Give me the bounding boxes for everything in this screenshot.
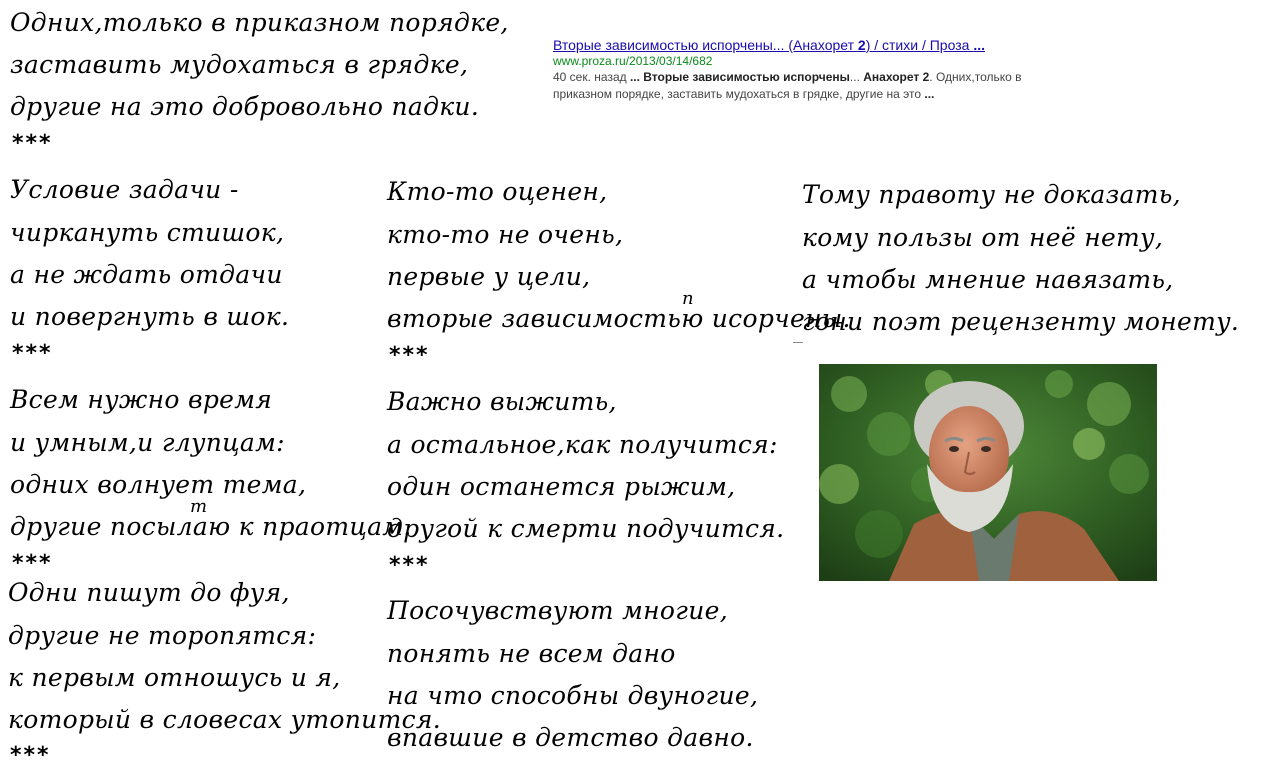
poem-line: гони поэт рецензенту монету.	[802, 307, 1240, 336]
snippet-bold-3: ...	[924, 87, 935, 101]
snippet-bold-1: ... Вторые зависимостью испорчены	[629, 70, 850, 84]
poem-line: Посочувствуют многие,	[387, 596, 728, 625]
poem-line: чиркануть стишок,	[10, 218, 285, 247]
poem-line: а не ждать отдачи	[10, 260, 283, 289]
poem-line: и умным,и глупцам:	[10, 428, 285, 457]
poem-line: а чтобы мнение навязать,	[802, 265, 1174, 294]
poem-line: другие посылаю к праотцам.	[10, 512, 412, 541]
poem-line: Одних,только в приказном порядке,	[10, 8, 509, 37]
poem-line: кому пользы от неё нету,	[802, 223, 1164, 252]
handwritten-correction: п	[682, 288, 694, 309]
portrait-illustration	[819, 364, 1157, 581]
poem-line: заставить мудохаться в грядке,	[10, 50, 469, 79]
separator-stars: ***	[10, 743, 51, 768]
search-result	[553, 36, 1083, 103]
separator-stars: ***	[389, 343, 430, 368]
poem-line: одних волнует тема,	[10, 470, 307, 499]
divider	[793, 342, 803, 343]
separator-stars: ***	[389, 553, 430, 578]
poem-line: а остальное,как получится:	[387, 430, 778, 459]
result-title-bold: 2	[857, 37, 866, 53]
handwritten-correction: т	[190, 496, 208, 517]
separator-stars: ***	[12, 341, 53, 366]
poem-line: впавшие в детство давно.	[387, 723, 754, 752]
poem-line: Важно выжить,	[387, 387, 617, 416]
poem-line: и повергнуть в шок.	[10, 302, 290, 331]
poem-line: Условие задачи -	[10, 175, 239, 204]
poem-line: один останется рыжим,	[387, 472, 736, 501]
poem-line: который в словесах утопится.	[8, 705, 441, 734]
author-photo	[819, 364, 1157, 581]
poem-line: другие не торопятся:	[8, 621, 317, 650]
search-result-snippet	[553, 69, 1083, 103]
search-result-title-link[interactable]	[553, 36, 1083, 54]
poem-line: понять не всем дано	[387, 639, 676, 668]
poem-line: на что способны двуногие,	[387, 681, 759, 710]
result-title-tail: ) / стихи / Проза	[865, 37, 974, 53]
poem-line: другие на это добровольно падки.	[10, 92, 480, 121]
poem-line: вторые зависимостью исорчены.	[387, 304, 851, 333]
poem-line: к первым отношусь и я,	[8, 663, 341, 692]
poem-line: другой к смерти подучится.	[387, 514, 785, 543]
snippet-mid-1: ...	[849, 70, 864, 84]
poem-line: первые у цели,	[387, 262, 591, 291]
snippet-bold-2: Анахорет 2	[863, 70, 930, 84]
poem-line: Всем нужно время	[10, 385, 273, 414]
snippet-mid-2: . Одних,только в приказном порядке, заставить мудохаться в грядке, другие на это	[553, 70, 1022, 101]
search-result-url[interactable]: www.proza.ru/2013/03/14/682	[553, 54, 713, 68]
poem-line: Тому правоту не доказать,	[802, 180, 1181, 209]
poem-line: Кто-то оценен,	[387, 177, 608, 206]
separator-stars: ***	[12, 551, 53, 576]
result-title-ellipsis: ...	[973, 37, 985, 53]
result-title-text: Вторые зависимостью испорчены... (Анахорет	[553, 37, 858, 53]
snippet-time: 40 сек. назад	[553, 70, 630, 84]
poem-line: кто-то не очень,	[387, 220, 624, 249]
poem-line: Одни пишут до фуя,	[8, 578, 290, 607]
separator-stars: ***	[12, 131, 53, 156]
